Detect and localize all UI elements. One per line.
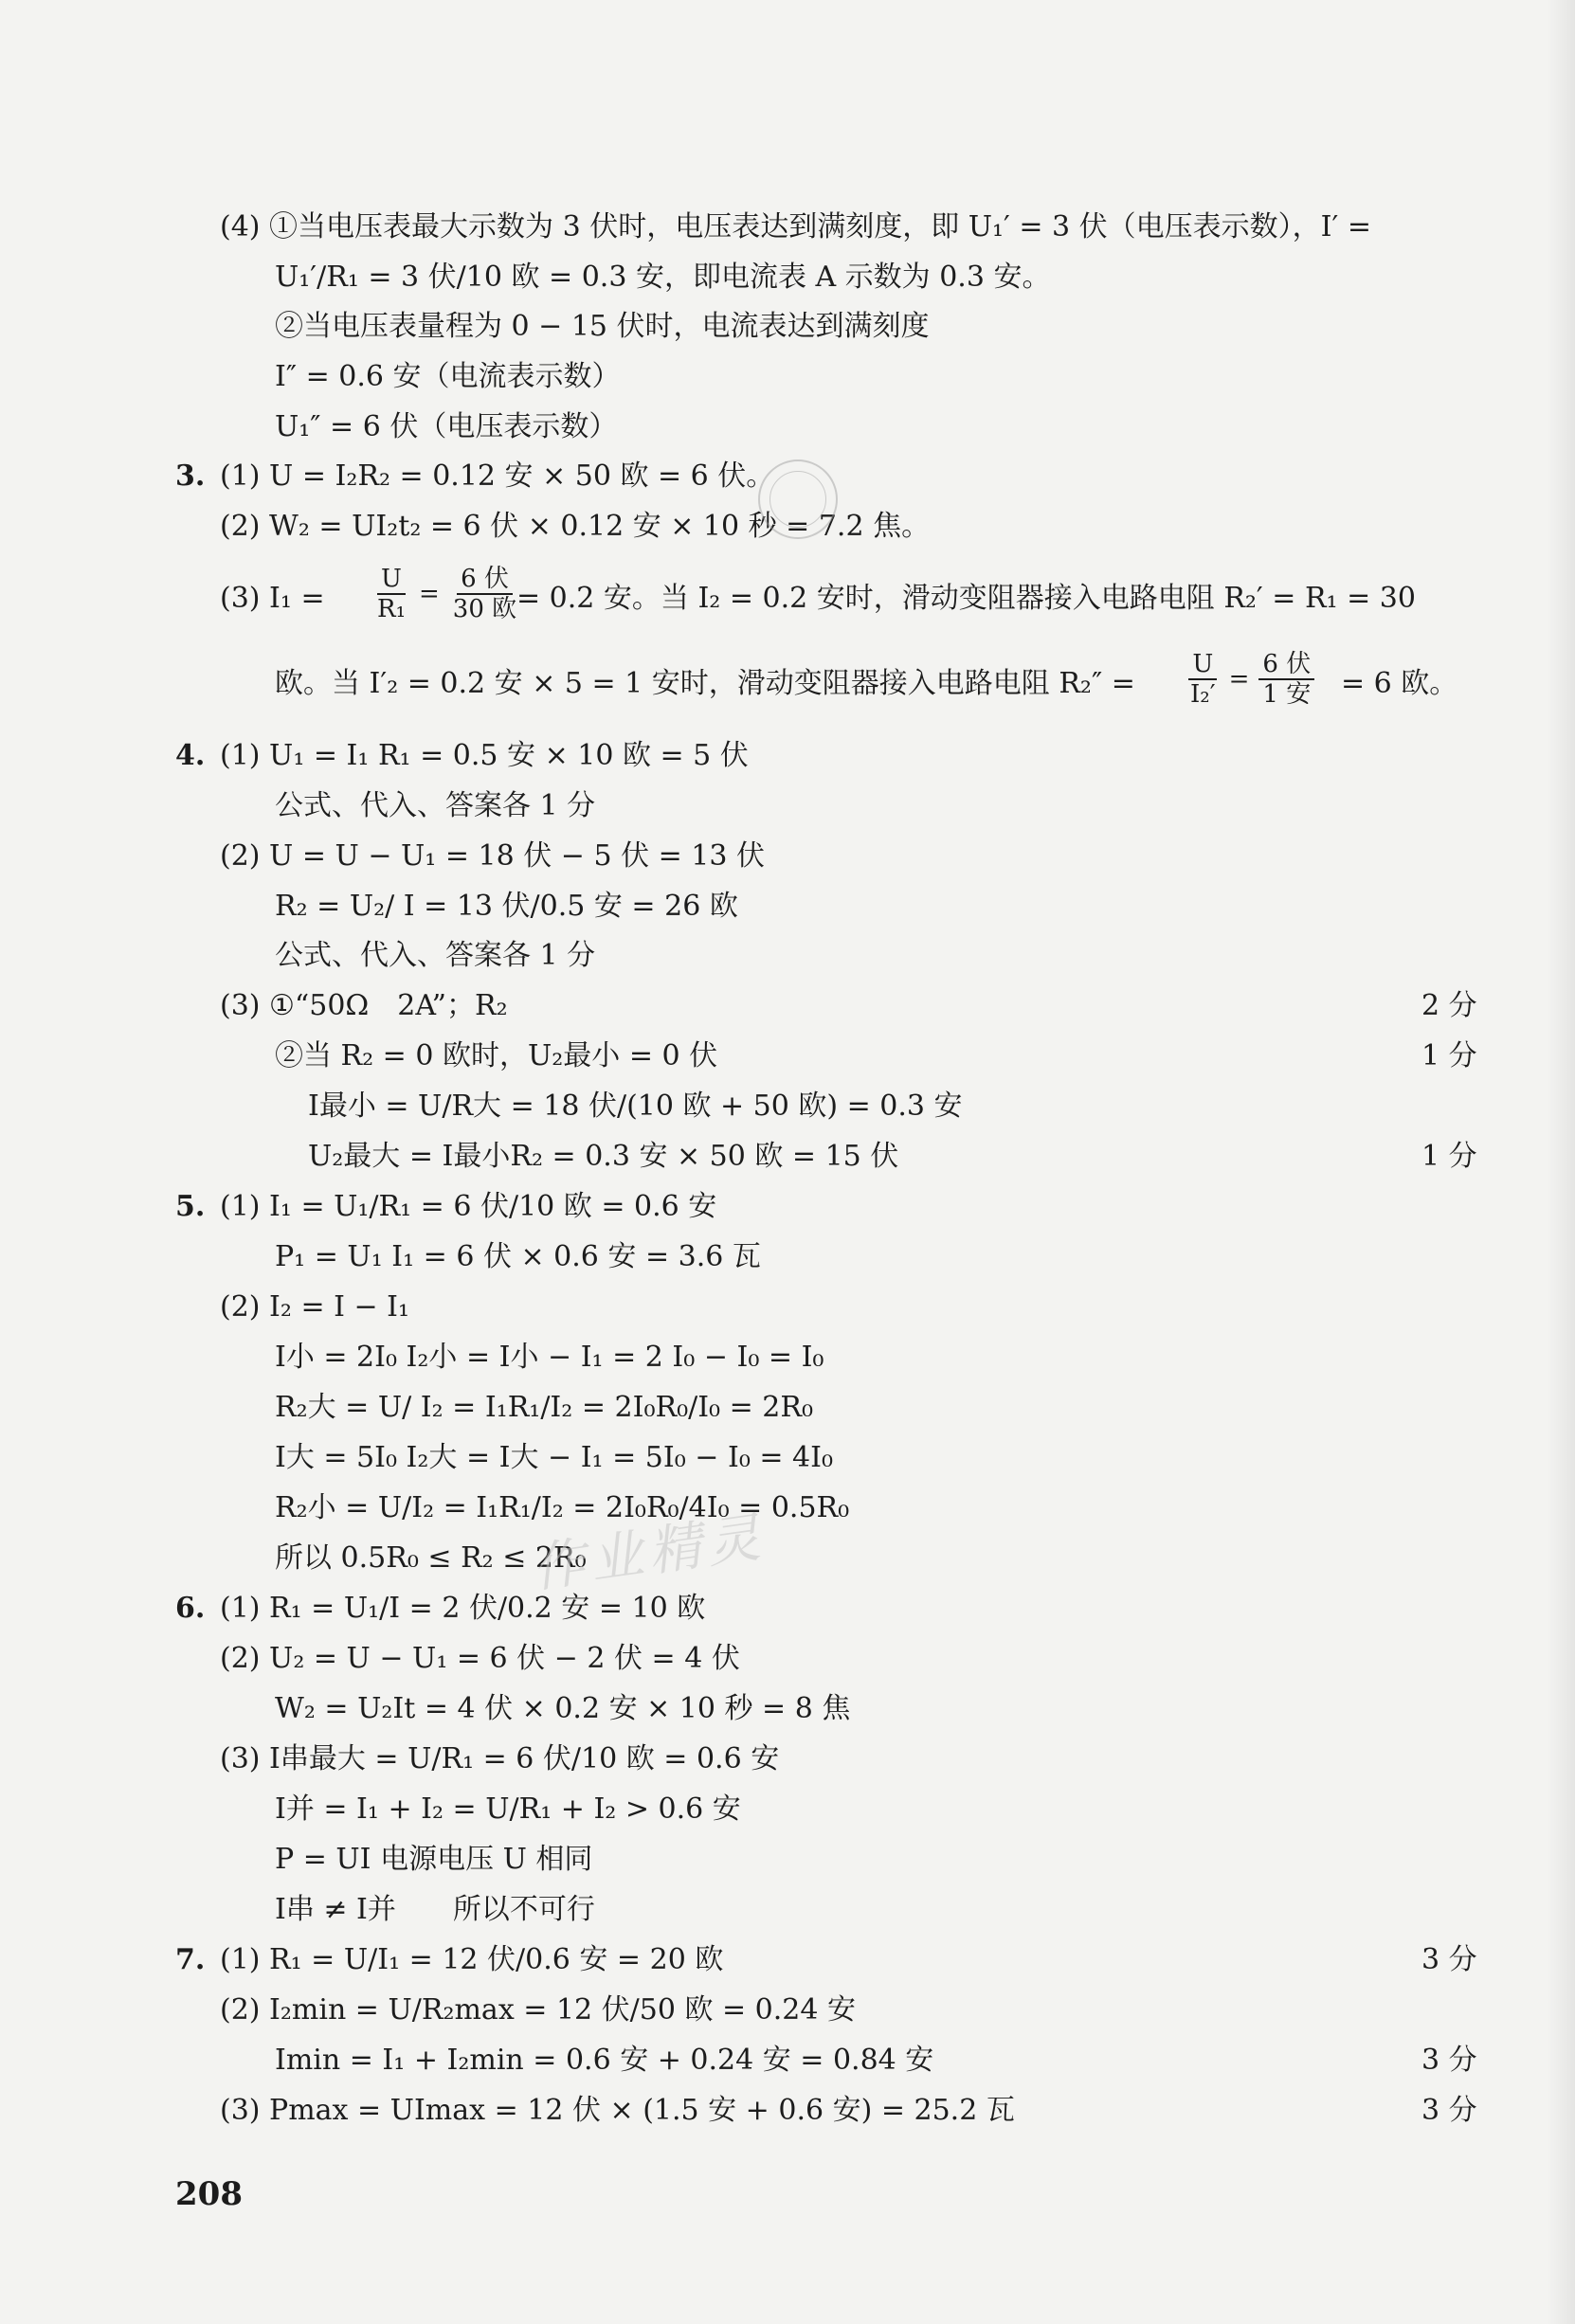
fraction: $\frac{U}{\text{R₁}}$ = 6 伏 30 欧 — [377, 565, 517, 623]
score-label: 1 分 — [1421, 1140, 1477, 1173]
line: I并 = I₁ + I₂ = U/R₁ + I₂ > 0.6 安 — [275, 1793, 741, 1826]
line: U₁″ = 6 伏（电压表示数） — [275, 410, 618, 443]
problem-3-line-3: (3) I₁ = $\frac{U}{\text{R₁}}$ = 6 伏 30 欧 = 0.2 安。当 I₂ = 0.2 安时，滑动变阻器接入电路电阻 R₂′ = R₁ = 30 — [220, 565, 1416, 623]
problem-number: 4. — [175, 739, 206, 772]
page-number: 208 — [175, 2175, 243, 2213]
problem-number: 3. — [175, 459, 206, 493]
line: (3) I串最大 = U/R₁ = 6 伏/10 欧 = 0.6 安 — [220, 1742, 780, 1775]
line: I串 ≠ I并 所以不可行 — [275, 1893, 595, 1926]
line: R₂小 = U/I₂ = I₁R₁/I₂ = 2I₀R₀/4I₀ = 0.5R₀ — [275, 1491, 850, 1524]
line: R₂ = U₂/ I = 13 伏/0.5 安 = 26 欧 — [275, 890, 738, 923]
line: (4) ①当电压表最大示数为 3 伏时，电压表达到满刻度，即 U₁′ = 3 伏（电压表示数），I′ = — [220, 210, 1372, 243]
problem-7-line-1: 7. (1) R₁ = U/I₁ = 12 伏/0.6 安 = 20 欧 3 分 — [0, 1939, 1575, 1981]
line: Imin = I₁ + I₂min = 0.6 安 + 0.24 安 = 0.84 安 3 分 — [0, 2040, 1575, 2081]
line: P = UI 电源电压 U 相同 — [275, 1843, 593, 1876]
line: R₂大 = U/ I₂ = I₁R₁/I₂ = 2I₀R₀/I₀ = 2R₀ — [275, 1391, 813, 1424]
watermark-text: 作业精灵 — [528, 1506, 769, 1600]
fraction: $\frac{U}{\text{I₂′}}$ = 6 伏 1 安 — [1183, 650, 1318, 709]
line: ②当 R₂ = 0 欧时，U₂最小 = 0 伏 1 分 — [0, 1036, 1575, 1077]
line: U₂最大 = I最小R₂ = 0.3 安 × 50 欧 = 15 伏 1 分 — [0, 1136, 1575, 1178]
line: I大 = 5I₀ I₂大 = I大 − I₁ = 5I₀ − I₀ = 4I₀ — [275, 1441, 834, 1474]
line: P₁ = U₁ I₁ = 6 伏 × 0.6 安 = 3.6 瓦 — [275, 1240, 761, 1273]
line: I″ = 0.6 安（电流表示数） — [275, 360, 621, 393]
problem-6-line-1: 6. (1) R₁ = U₁/I = 2 伏/0.2 安 = 10 欧 — [0, 1588, 1575, 1630]
score-label: 3 分 — [1421, 2044, 1477, 2077]
line: (2) U₂ = U − U₁ = 6 伏 − 2 伏 = 4 伏 — [220, 1642, 740, 1675]
line: 公式、代入、答案各 1 分 — [275, 939, 596, 972]
line: W₂ = U₂It = 4 伏 × 0.2 安 × 10 秒 = 8 焦 — [275, 1692, 851, 1725]
problem-number: 5. — [175, 1190, 206, 1223]
score-label: 1 分 — [1421, 1039, 1477, 1072]
line: U₁′/R₁ = 3 伏/10 欧 = 0.3 安，即电流表 A 示数为 0.3 安。 — [275, 261, 1051, 294]
score-label: 2 分 — [1421, 989, 1477, 1022]
problem-4-line-1: 4. (1) U₁ = I₁ R₁ = 0.5 安 × 10 欧 = 5 伏 — [0, 735, 1575, 777]
score-label: 3 分 — [1421, 1943, 1477, 1976]
line: I最小 = U/R大 = 18 伏/(10 欧 + 50 欧) = 0.3 安 — [308, 1090, 963, 1123]
problem-number: 7. — [175, 1943, 206, 1976]
stamp-icon — [758, 459, 838, 539]
problem-3-line-4: 欧。当 I′₂ = 0.2 安 × 5 = 1 安时，滑动变阻器接入电路电阻 R₂″ = $\frac{U}{\text{I₂′}}$ = 6 伏 1 安 = 6 欧。 — [275, 650, 1458, 709]
problem-3-line-1: 3. (1) U = I₂R₂ = 0.12 安 × 50 欧 = 6 伏。 — [0, 456, 1575, 497]
page-edge-shadow — [1547, 0, 1575, 2324]
line: I小 = 2I₀ I₂小 = I小 − I₁ = 2 I₀ − I₀ = I₀ — [275, 1341, 824, 1374]
line: (2) U = U − U₁ = 18 伏 − 5 伏 = 13 伏 — [220, 839, 765, 873]
problem-5-line-1: 5. (1) I₁ = U₁/R₁ = 6 伏/10 欧 = 0.6 安 — [0, 1186, 1575, 1228]
line: (3) Pmax = UImax = 12 伏 × (1.5 安 + 0.6 安) = 25.2 瓦 3 分 — [0, 2090, 1575, 2132]
score-label: 3 分 — [1421, 2094, 1477, 2127]
line: (2) I₂min = U/R₂max = 12 伏/50 欧 = 0.24 安 — [220, 1993, 857, 2027]
line: (3) ①“50Ω 2A”；R₂ 2 分 — [0, 985, 1575, 1027]
problem-number: 6. — [175, 1592, 206, 1625]
line: 公式、代入、答案各 1 分 — [275, 789, 596, 822]
line: 所以 0.5R₀ ≤ R₂ ≤ 2R₀ — [275, 1541, 587, 1575]
line: (2) I₂ = I − I₁ — [220, 1290, 410, 1324]
line: (2) W₂ = UI₂t₂ = 6 伏 × 0.12 安 × 10 秒 = 7.2 焦。 — [220, 510, 931, 543]
line: ②当电压表量程为 0 − 15 伏时，电流表达到满刻度 — [275, 310, 930, 343]
